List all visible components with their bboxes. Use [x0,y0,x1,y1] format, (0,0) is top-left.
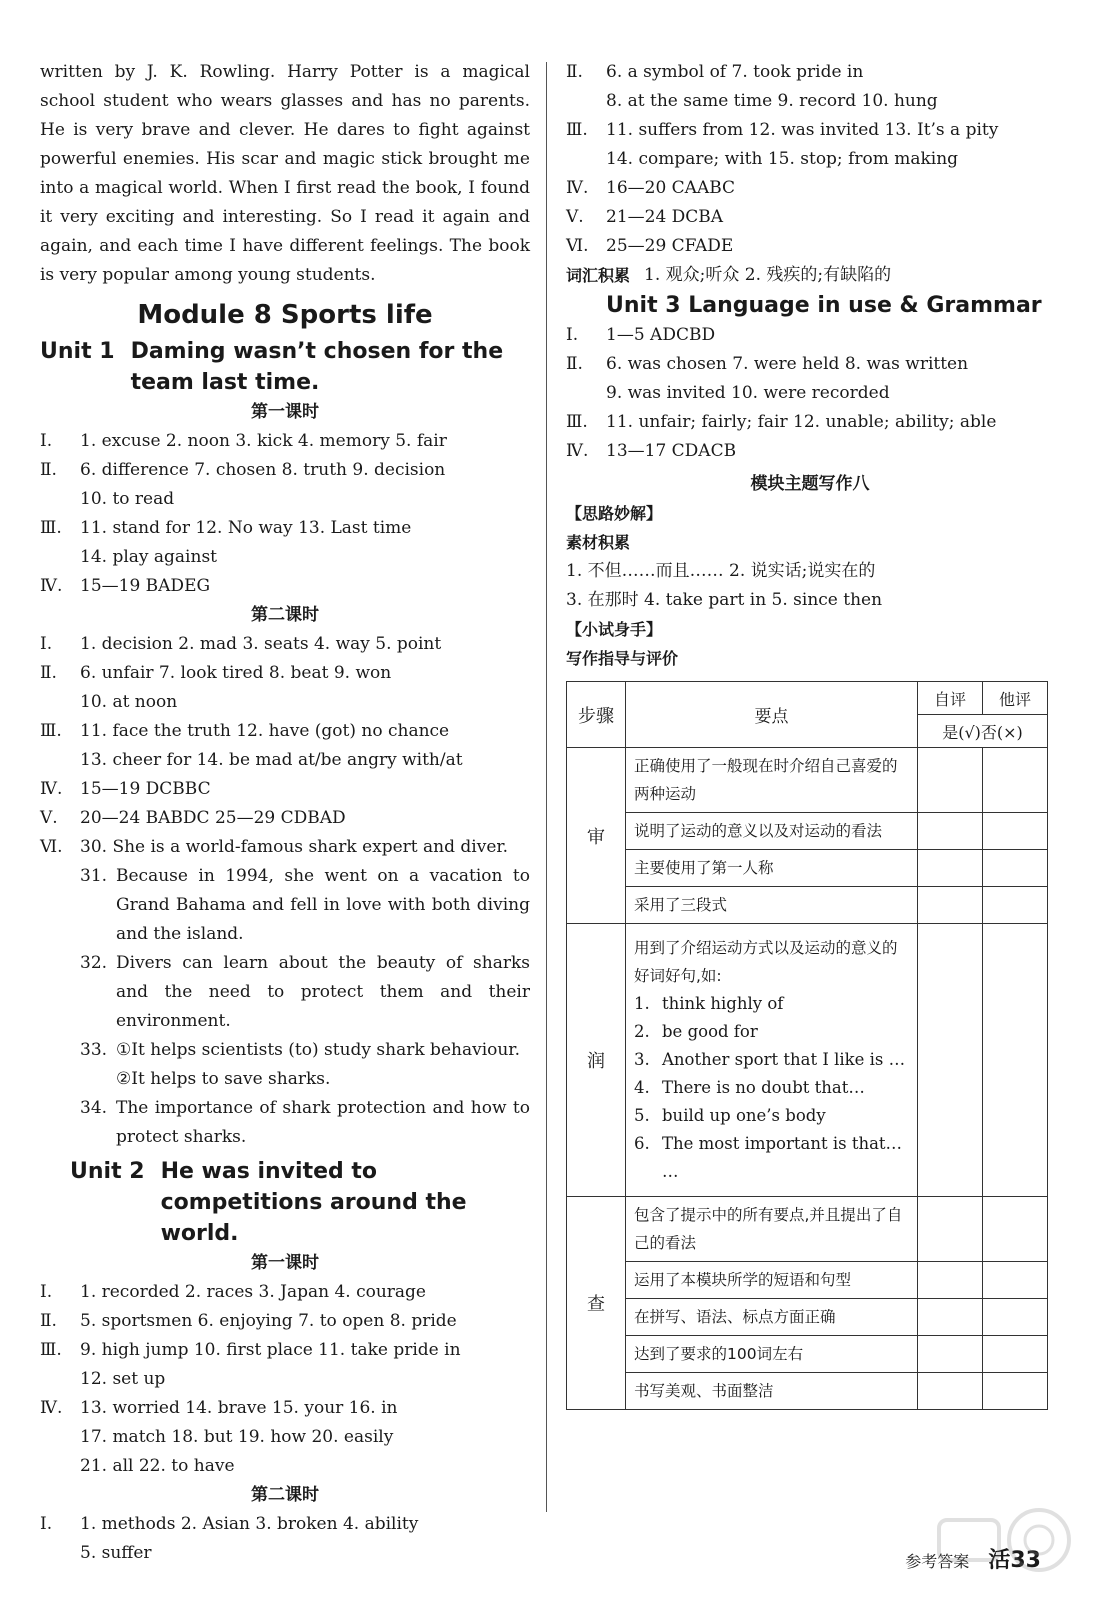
module-title: Module 8 Sports life [137,300,433,330]
phrase-text: Another sport that I like is … [662,1050,906,1069]
phrase-text: The most important is that… [662,1134,903,1153]
answer-text: 13—17 CDACB [606,441,737,461]
silu-label: 【思路妙解】 [566,504,663,523]
phrase-item [634,1046,909,1074]
question-number [80,1065,116,1094]
self-check-cell[interactable] [918,748,983,813]
section-numeral [40,746,80,775]
vocab-label: 词汇积累 [566,266,631,285]
answer-row [40,1394,530,1423]
answer-text: 9. high jump 10. first place 11. take pride in [80,1340,461,1360]
answer-row [566,203,1054,232]
section-numeral [40,688,80,717]
peer-check-cell[interactable] [983,813,1048,850]
answer-row [566,58,1054,87]
point-cell: 采用了三段式 [626,887,918,924]
answer-text: 1. decision 2. mad 3. seats 4. way 5. point [80,634,442,654]
answer-text: 8. at the same time 9. record 10. hung [606,91,938,111]
section-numeral [40,1539,80,1568]
question-number: 31. [80,866,108,886]
answer-row [566,232,1054,261]
question-answer [40,1094,530,1152]
sucai-label: 素材积累 [566,533,631,552]
section-numeral [40,1365,80,1394]
answer-text: 21—24 DCBA [606,207,724,227]
header-point: 要点 [626,682,918,748]
self-check-cell[interactable] [918,924,983,1197]
self-check-cell[interactable] [918,1299,983,1336]
answer-text: 1—5 ADCBD [606,325,716,345]
point-cell: 说明了运动的意义以及对运动的看法 [626,813,918,850]
peer-check-cell[interactable] [983,924,1048,1197]
answer-row [40,514,530,543]
point-cell [626,924,918,1197]
answer-row [40,1452,530,1481]
column-divider [546,62,547,1512]
answer-text: 6. difference 7. chosen 8. truth 9. decision [80,460,446,480]
peer-check-cell[interactable] [983,850,1048,887]
section-numeral: Ⅵ. [40,837,63,857]
unit1-title: Daming wasn’t chosen for the team last time. [130,339,504,395]
question-answer [40,1065,530,1094]
step-shen: 审 [567,748,626,924]
answer-text: 21. all 22. to have [80,1456,235,1476]
question-answer [40,862,530,949]
answer-text: 14. compare; with 15. stop; from making [606,149,959,169]
section-numeral [40,543,80,572]
point-intro: 用到了介绍运动方式以及运动的意义的好词好句,如: [634,939,898,985]
phrase-number: 4. [634,1078,650,1097]
answer-text: 6. was chosen 7. were held 8. was written [606,354,969,374]
phrase-text: … [662,1162,679,1181]
section-numeral [40,1452,80,1481]
question-answer [40,1036,530,1065]
answer-text: 5. suffer [80,1543,152,1563]
writing-title: 模块主题写作八 [750,474,870,494]
phrase-number: 6. [634,1134,650,1153]
peer-check-cell[interactable] [983,887,1048,924]
unit1-lesson1-answers [40,427,530,601]
answer-text: 15—19 DCBBC [80,779,211,799]
answer-text: 11. face the truth 12. have (got) no chance [80,721,450,741]
phrase-item [634,1130,909,1158]
answer-row [40,833,530,862]
section-numeral: Ⅴ. [566,207,584,227]
unit2-title: He was invited to competitions around the world. [160,1159,467,1246]
step-cha: 查 [567,1197,626,1410]
answer-text: 30. She is a world-famous shark expert and diver. [80,837,509,857]
answer-row [566,379,1054,408]
answer-text: 1. methods 2. Asian 3. broken 4. ability [80,1514,419,1534]
question-text: ①It helps scientists (to) study shark behaviour. [116,1040,520,1060]
section-numeral: Ⅲ. [566,120,588,140]
phrase-item [634,1158,909,1186]
section-numeral: Ⅳ. [40,1398,63,1418]
question-text: Because in 1994, she went on a vacation to Grand Bahama and fell in love with both diving and the island. [116,866,530,944]
phrase-item [634,1102,909,1130]
answer-text: 12. set up [80,1369,166,1389]
answer-row [566,116,1054,145]
phrase-number: 5. [634,1106,650,1125]
peer-check-cell[interactable] [983,748,1048,813]
answer-text: 5. sportsmen 6. enjoying 7. to open 8. pride [80,1311,457,1331]
answer-row [40,804,530,833]
answer-row [566,87,1054,116]
question-text: ②It helps to save sharks. [116,1069,331,1089]
section-numeral: Ⅳ. [40,576,63,596]
answer-row [40,572,530,601]
question-text: The importance of shark protection and how to protect sharks. [116,1098,530,1147]
peer-check-cell[interactable] [983,1299,1048,1336]
phrase-text: be good for [662,1022,758,1041]
self-check-cell[interactable] [918,850,983,887]
phrase-text: There is no doubt that… [662,1078,865,1097]
phrase-text: think highly of [662,994,784,1013]
answer-row [40,1539,530,1568]
unit2-lesson1-answers [40,1278,530,1481]
answer-row [40,456,530,485]
question-text: Divers can learn about the beauty of sharks and the need to protect them and their environment. [116,953,530,1031]
answer-text: 17. match 18. but 19. how 20. easily [80,1427,394,1447]
answer-text: 6. a symbol of 7. took pride in [606,62,864,82]
answer-row [40,1510,530,1539]
peer-check-cell[interactable] [983,1197,1048,1262]
answer-text: 6. unfair 7. look tired 8. beat 9. won [80,663,392,683]
unit1-number: Unit 1 [40,339,115,364]
answer-row [40,485,530,514]
answer-row [40,659,530,688]
header-other: 他评 [983,682,1048,715]
section-numeral: Ⅱ. [40,460,57,480]
unit1-lesson2-answers [40,630,530,862]
self-check-cell[interactable] [918,1262,983,1299]
point-cell: 包含了提示中的所有要点,并且提出了自己的看法 [626,1197,918,1262]
section-numeral [566,87,606,116]
unit1-heading [40,336,530,398]
answer-row [566,350,1054,379]
point-cell: 运用了本模块所学的短语和句型 [626,1262,918,1299]
section-numeral: Ⅱ. [40,663,57,683]
answer-text: 11. suffers from 12. was invited 13. It’s a pity [606,120,999,140]
point-cell: 主要使用了第一人称 [626,850,918,887]
vocab-text: 1. 观众;听众 2. 残疾的;有缺陷的 [644,265,892,285]
sucai-line: 3. 在那时 4. take part in 5. since then [566,590,883,610]
lesson-heading: 第一课时 [251,402,319,422]
header-yes-no: 是(√)否(×) [918,715,1048,748]
point-cell: 在拼写、语法、标点方面正确 [626,1299,918,1336]
self-check-cell[interactable] [918,1373,983,1410]
left-column [40,58,530,1568]
phrase-text: build up one’s body [662,1106,826,1125]
answer-row [40,1336,530,1365]
answer-row [40,1278,530,1307]
question-answer [40,949,530,1036]
answer-text: 13. cheer for 14. be mad at/be angry with/at [80,750,463,770]
section-numeral: Ⅰ. [40,1514,53,1534]
guide-label: 写作指导与评价 [566,649,679,668]
question-number: 34. [80,1098,108,1118]
section-numeral: Ⅰ. [566,325,579,345]
question-number: 33. [80,1040,108,1060]
lesson-heading: 第二课时 [251,605,319,625]
section-numeral: Ⅰ. [40,431,53,451]
answer-row [40,688,530,717]
section-numeral [566,145,606,174]
header-self: 自评 [918,682,983,715]
peer-check-cell[interactable] [983,1373,1048,1410]
answer-text: 20—24 BABDC 25—29 CDBAD [80,808,346,828]
section-numeral: Ⅰ. [40,1282,53,1302]
evaluation-table [566,681,1048,1410]
section-numeral: Ⅳ. [40,779,63,799]
self-check-cell[interactable] [918,813,983,850]
answer-text: 14. play against [80,547,217,567]
phrase-number: 2. [634,1022,650,1041]
section-numeral: Ⅵ. [566,236,589,256]
watermark-logo-icon [929,1500,1079,1590]
section-numeral: Ⅲ. [40,721,62,741]
phrase-number [634,1158,662,1186]
answer-text: 13. worried 14. brave 15. your 16. in [80,1398,398,1418]
unit2-lesson2-answers [40,1510,530,1568]
phrase-number: 3. [634,1050,650,1069]
point-cell: 达到了要求的100词左右 [626,1336,918,1373]
lesson-heading: 第二课时 [251,1485,319,1505]
answer-text: 11. unfair; fairly; fair 12. unable; ability; able [606,412,997,432]
peer-check-cell[interactable] [983,1336,1048,1373]
answer-row [40,775,530,804]
sucai-line: 1. 不但……而且…… 2. 说实话;说实在的 [566,561,876,581]
unit3-answers [566,321,1054,466]
phrase-list [634,990,909,1186]
header-step: 步骤 [567,682,626,748]
intro-paragraph: written by J. K. Rowling. Harry Potter is a magical school student who wears glasses and has no parents. He is very brave and clever. He dares to fight against powerful enemies. His scar and magic stick brought me into a magical world. When I first read the book, I found it very exciting and interesting. So I read it again and again, and each time I have different feelings. The book is very popular among young students. [40,62,530,285]
page-number: 活33 [988,1548,1041,1573]
answer-text: 15—19 BADEG [80,576,211,596]
section-numeral: Ⅳ. [566,441,589,461]
section-numeral: Ⅳ. [566,178,589,198]
answer-row [40,543,530,572]
answer-row [566,174,1054,203]
self-check-cell[interactable] [918,1197,983,1262]
answer-text: 25—29 CFADE [606,236,734,256]
point-cell: 书写美观、书面整洁 [626,1373,918,1410]
answer-text: 10. at noon [80,692,178,712]
point-cell: 正确使用了一般现在时介绍自己喜爱的两种运动 [626,748,918,813]
section-numeral: Ⅲ. [566,412,588,432]
phrase-item [634,990,909,1018]
section-numeral [40,485,80,514]
answer-text: 16—20 CAABC [606,178,736,198]
phrase-item [634,1018,909,1046]
answer-text: 11. stand for 12. No way 13. Last time [80,518,412,538]
self-check-cell[interactable] [918,1336,983,1373]
peer-check-cell[interactable] [983,1262,1048,1299]
answer-text: 1. recorded 2. races 3. Japan 4. courage [80,1282,426,1302]
vocab-row [566,261,1054,290]
answer-row [566,145,1054,174]
answer-row [40,1365,530,1394]
unit1-lesson2-questions [40,862,530,1152]
answer-text: 9. was invited 10. were recorded [606,383,890,403]
section-numeral [40,1423,80,1452]
footer-label: 参考答案 [905,1552,970,1571]
unit2-number: Unit 2 [70,1159,145,1184]
answer-row [40,746,530,775]
right-column [566,58,1054,1410]
section-numeral: Ⅱ. [566,62,583,82]
section-numeral [566,379,606,408]
unit3-title-text: Unit 3 Language in use & Grammar [606,293,1042,318]
self-check-cell[interactable] [918,887,983,924]
section-numeral: Ⅲ. [40,1340,62,1360]
answer-row [40,630,530,659]
lesson-heading: 第一课时 [251,1253,319,1273]
answer-row [566,321,1054,350]
unit3-title [606,290,1054,321]
answer-row [40,1307,530,1336]
answer-row [40,427,530,456]
phrase-item [634,1074,909,1102]
unit2-lesson2-more-answers [566,58,1054,261]
answer-row [566,408,1054,437]
answer-row [566,437,1054,466]
answer-row [40,1423,530,1452]
section-numeral: Ⅱ. [566,354,583,374]
xiaoshi-label: 【小试身手】 [566,620,663,639]
answer-row [40,717,530,746]
answer-text: 1. excuse 2. noon 3. kick 4. memory 5. fair [80,431,447,451]
answer-text: 10. to read [80,489,175,509]
section-numeral: Ⅰ. [40,634,53,654]
unit2-heading [70,1156,530,1249]
phrase-number: 1. [634,994,650,1013]
section-numeral: Ⅴ. [40,808,58,828]
step-run: 润 [567,924,626,1197]
section-numeral: Ⅱ. [40,1311,57,1331]
question-number: 32. [80,953,108,973]
section-numeral: Ⅲ. [40,518,62,538]
